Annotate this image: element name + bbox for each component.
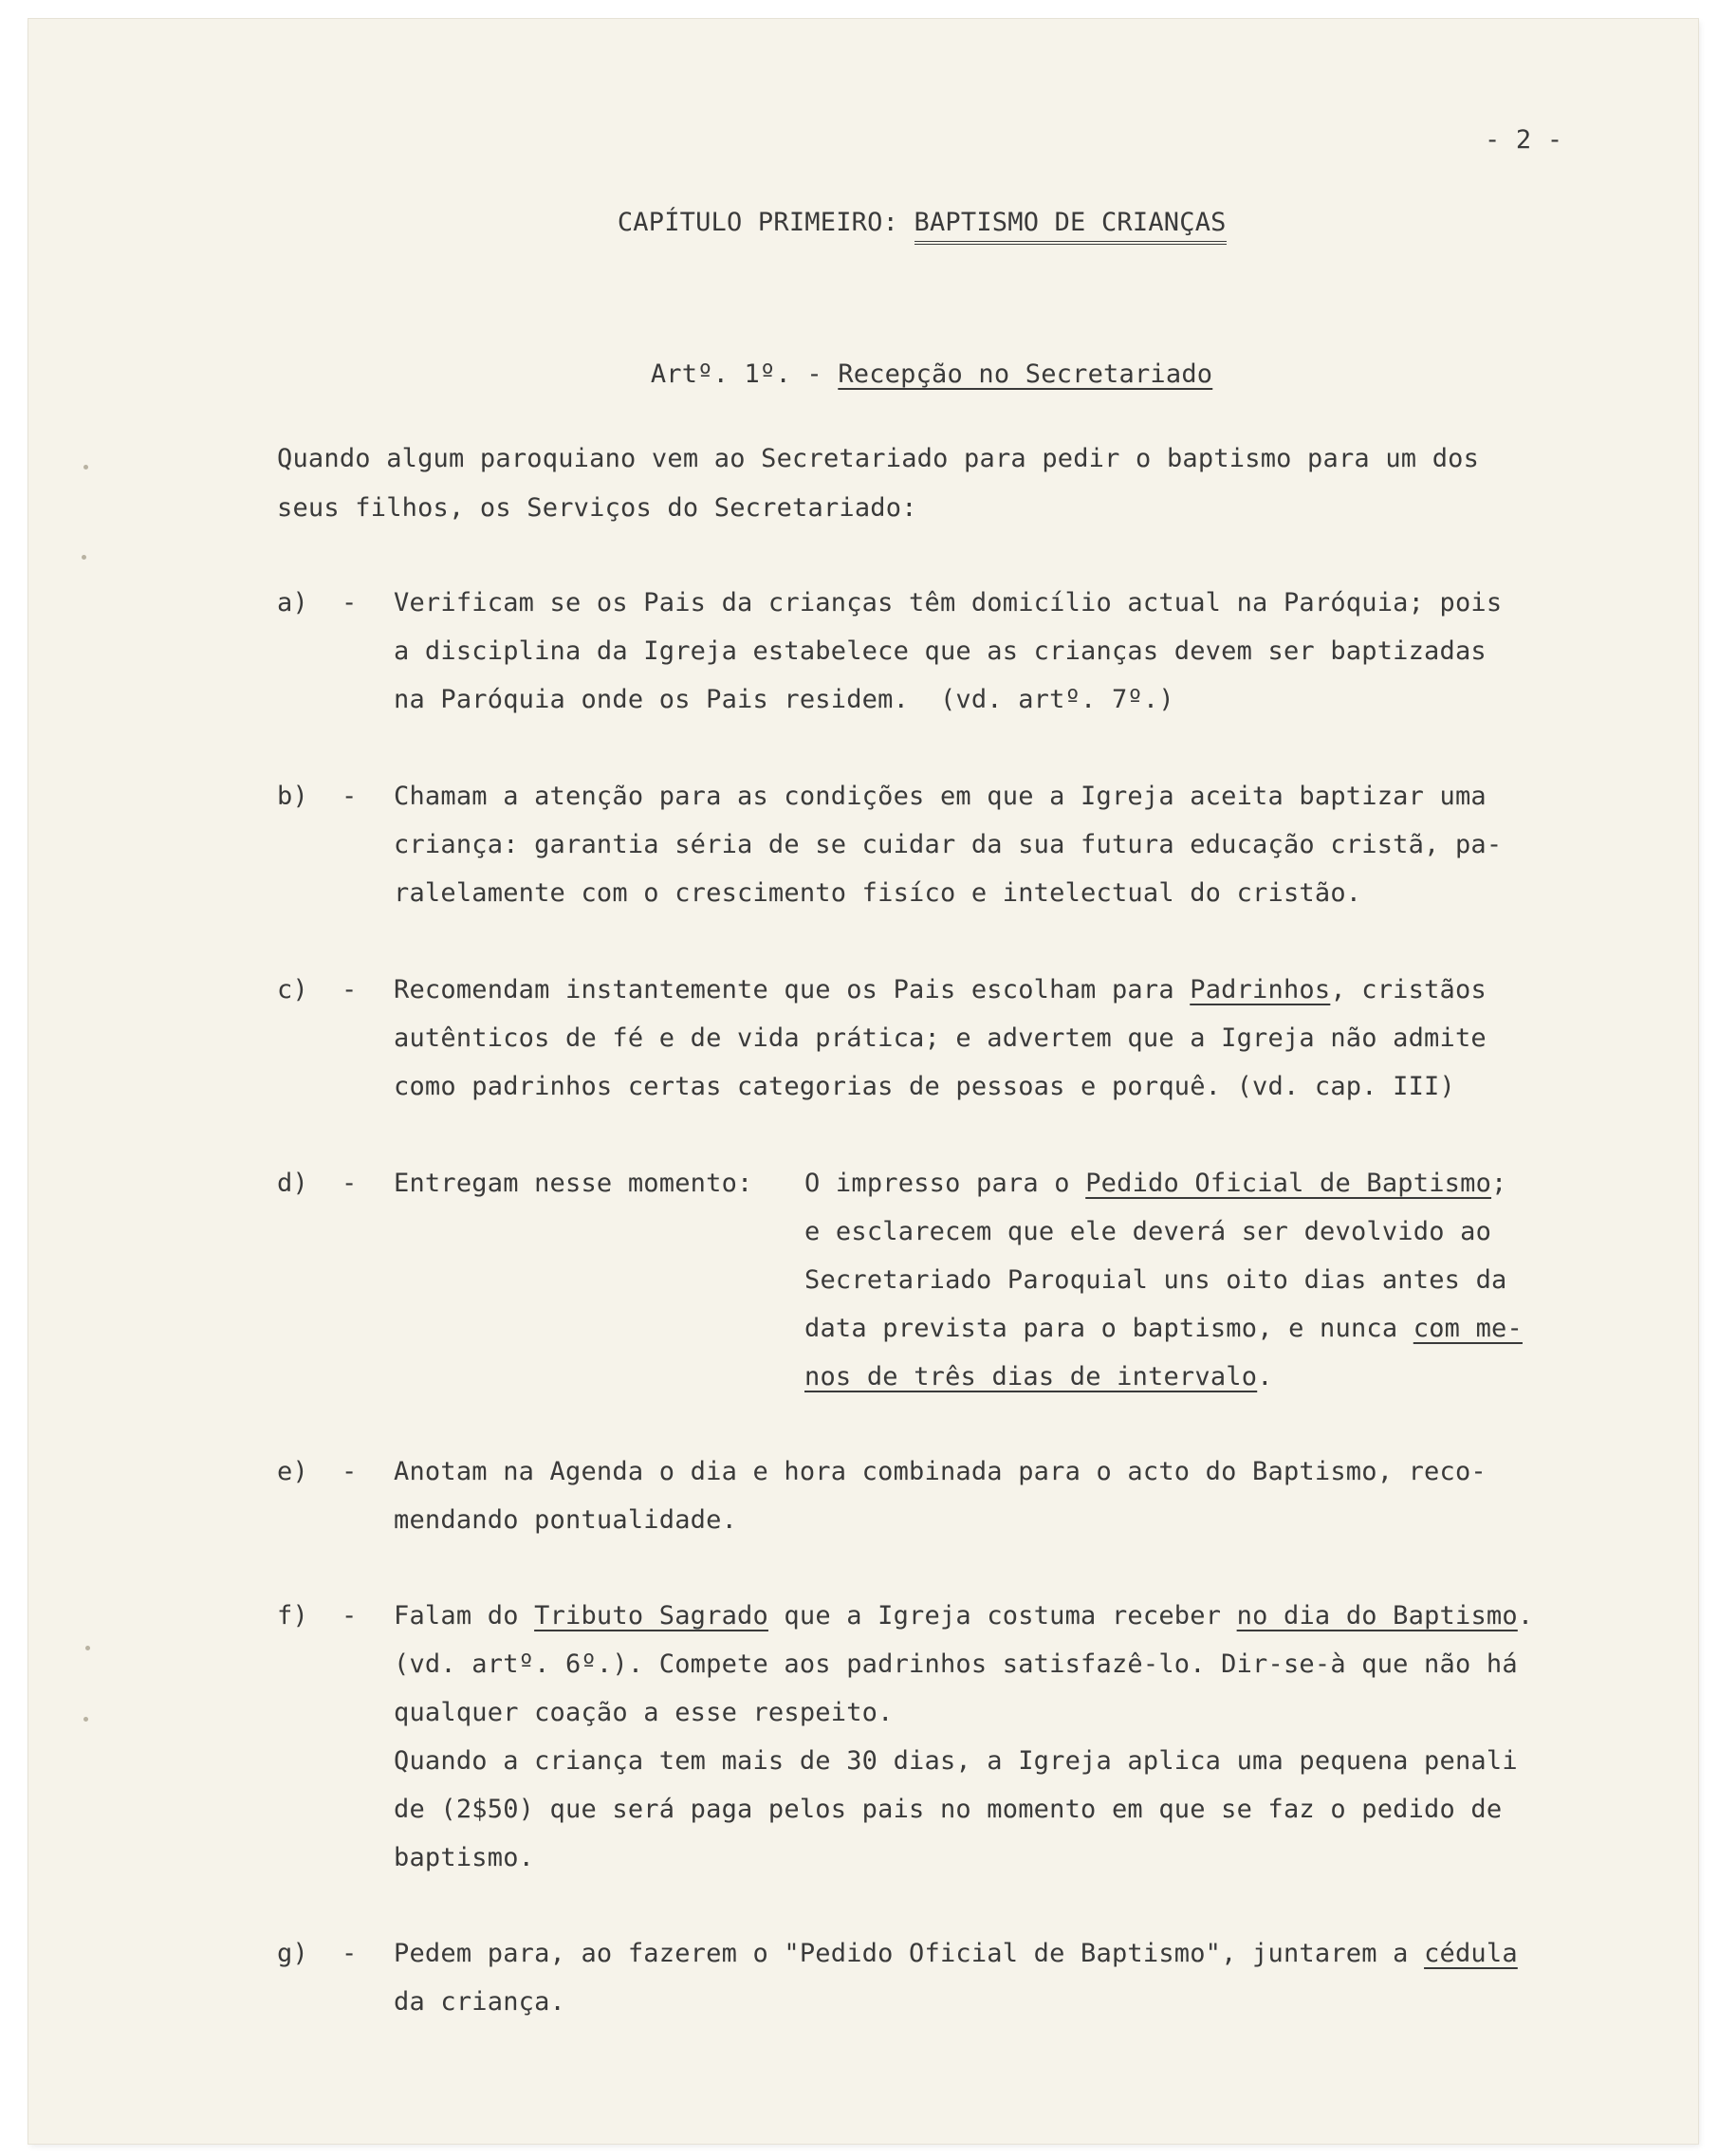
item-f-text: . [1517, 1601, 1534, 1631]
item-c-line: autênticos de fé e de vida prática; e advertem que a Igreja não admite [394, 1023, 1487, 1053]
item-d-underlined: Pedido Oficial de Baptismo [1085, 1169, 1492, 1198]
item-f-text: Falam do [394, 1601, 535, 1631]
item-e-dash: - [342, 1457, 358, 1486]
item-f-dash: - [342, 1601, 358, 1631]
item-d-line [804, 1314, 1523, 1343]
item-a-label: a) [277, 588, 308, 617]
item-c-line [394, 975, 1487, 1004]
item-d-underlined: com me- [1413, 1314, 1523, 1343]
article-heading [588, 330, 1212, 418]
item-d-label: d) [277, 1169, 308, 1198]
item-c-line: como padrinhos certas categorias de pessoas e porquê. (vd. cap. III) [394, 1072, 1455, 1101]
item-g-dash: - [342, 1939, 358, 1968]
paper-speck [85, 1646, 90, 1650]
item-f-line: (vd. artº. 6º.). Compete aos padrinhos satisfazê-lo. Dir-se-à que não há [394, 1649, 1518, 1679]
item-a-line: Verificam se os Pais da crianças têm domicílio actual na Paróquia; pois [394, 588, 1503, 617]
item-c-underlined: Padrinhos [1190, 975, 1331, 1004]
item-a-line: a disciplina da Igreja estabelece que as crianças devem ser baptizadas [394, 636, 1487, 666]
item-f-line: baptismo. [394, 1843, 535, 1872]
item-f-line [394, 1601, 1533, 1631]
item-f-label: f) [277, 1601, 308, 1631]
paper-speck [83, 1717, 88, 1722]
item-e-line: Anotam na Agenda o dia e hora combinada para o acto do Baptismo, reco- [394, 1457, 1487, 1486]
item-f-text: que a Igreja costuma receber [767, 1601, 1237, 1631]
item-c-text: , cristãos [1330, 975, 1487, 1004]
item-b-line: ralelamente com o crescimento fisíco e intelectual do cristão. [394, 878, 1362, 908]
item-d-text: . [1257, 1362, 1273, 1391]
item-d-dash: - [342, 1169, 358, 1198]
intro-line: Quando algum paroquiano vem ao Secretariado para pedir o baptismo para um dos [277, 444, 1480, 473]
item-e-label: e) [277, 1457, 308, 1486]
page-number: - 2 - [1485, 125, 1563, 155]
item-b-label: b) [277, 782, 308, 811]
item-f-underlined: Tributo Sagrado [534, 1601, 768, 1631]
item-d-text: O impresso para o [804, 1169, 1086, 1198]
item-f-line: qualquer coação a esse respeito. [394, 1698, 894, 1727]
item-b-line: criança: garantia séria de se cuidar da sua futura educação cristã, pa- [394, 830, 1503, 859]
article-title: Recepção no Secretariado [838, 359, 1213, 389]
item-c-label: c) [277, 975, 308, 1004]
item-g-label: g) [277, 1939, 308, 1968]
item-d-text: data prevista para o baptismo, e nunca [804, 1314, 1413, 1343]
chapter-prefix: CAPÍTULO PRIMEIRO: [617, 208, 899, 237]
item-g-text: Pedem para, ao fazerem o "Pedido Oficial de Baptismo", juntarem a [394, 1939, 1425, 1968]
item-b-dash: - [342, 782, 358, 811]
item-g-line [394, 1939, 1518, 1968]
item-a-line: na Paróquia onde os Pais residem. (vd. artº. 7º.) [394, 685, 1174, 714]
item-b-line: Chamam a atenção para as condições em que a Igreja aceita baptizar uma [394, 782, 1487, 811]
item-c-dash: - [342, 975, 358, 1004]
item-f-line: de (2$50) que será paga pelos pais no momento em que se faz o pedido de [394, 1795, 1503, 1824]
chapter-heading [555, 178, 1227, 267]
item-d-lead: Entregam nesse momento: [394, 1169, 753, 1198]
item-e-line: mendando pontualidade. [394, 1505, 738, 1535]
document-page [28, 19, 1698, 2144]
paper-speck [82, 555, 86, 560]
item-f-underlined: no dia do Baptismo [1236, 1601, 1518, 1631]
chapter-title: BAPTISMO DE CRIANÇAS [914, 208, 1227, 245]
article-number: Artº. 1º. - [650, 359, 822, 389]
paper-speck [83, 465, 88, 470]
item-a-dash: - [342, 588, 358, 617]
item-d-text: ; [1491, 1169, 1507, 1198]
item-g-line: da criança. [394, 1987, 566, 2017]
item-c-text: Recomendam instantemente que os Pais escolham para [394, 975, 1191, 1004]
item-d-line [804, 1362, 1273, 1391]
item-g-underlined: cédula [1424, 1939, 1518, 1968]
item-d-line: e esclarecem que ele deverá ser devolvido ao [804, 1217, 1492, 1246]
item-d-line [804, 1169, 1507, 1198]
item-d-underlined: nos de três dias de intervalo [804, 1362, 1258, 1391]
item-d-line: Secretariado Paroquial uns oito dias antes da [804, 1265, 1507, 1295]
intro-line: seus filhos, os Serviços do Secretariado: [277, 493, 917, 523]
item-f-line: Quando a criança tem mais de 30 dias, a Igreja aplica uma pequena penali [394, 1746, 1518, 1776]
